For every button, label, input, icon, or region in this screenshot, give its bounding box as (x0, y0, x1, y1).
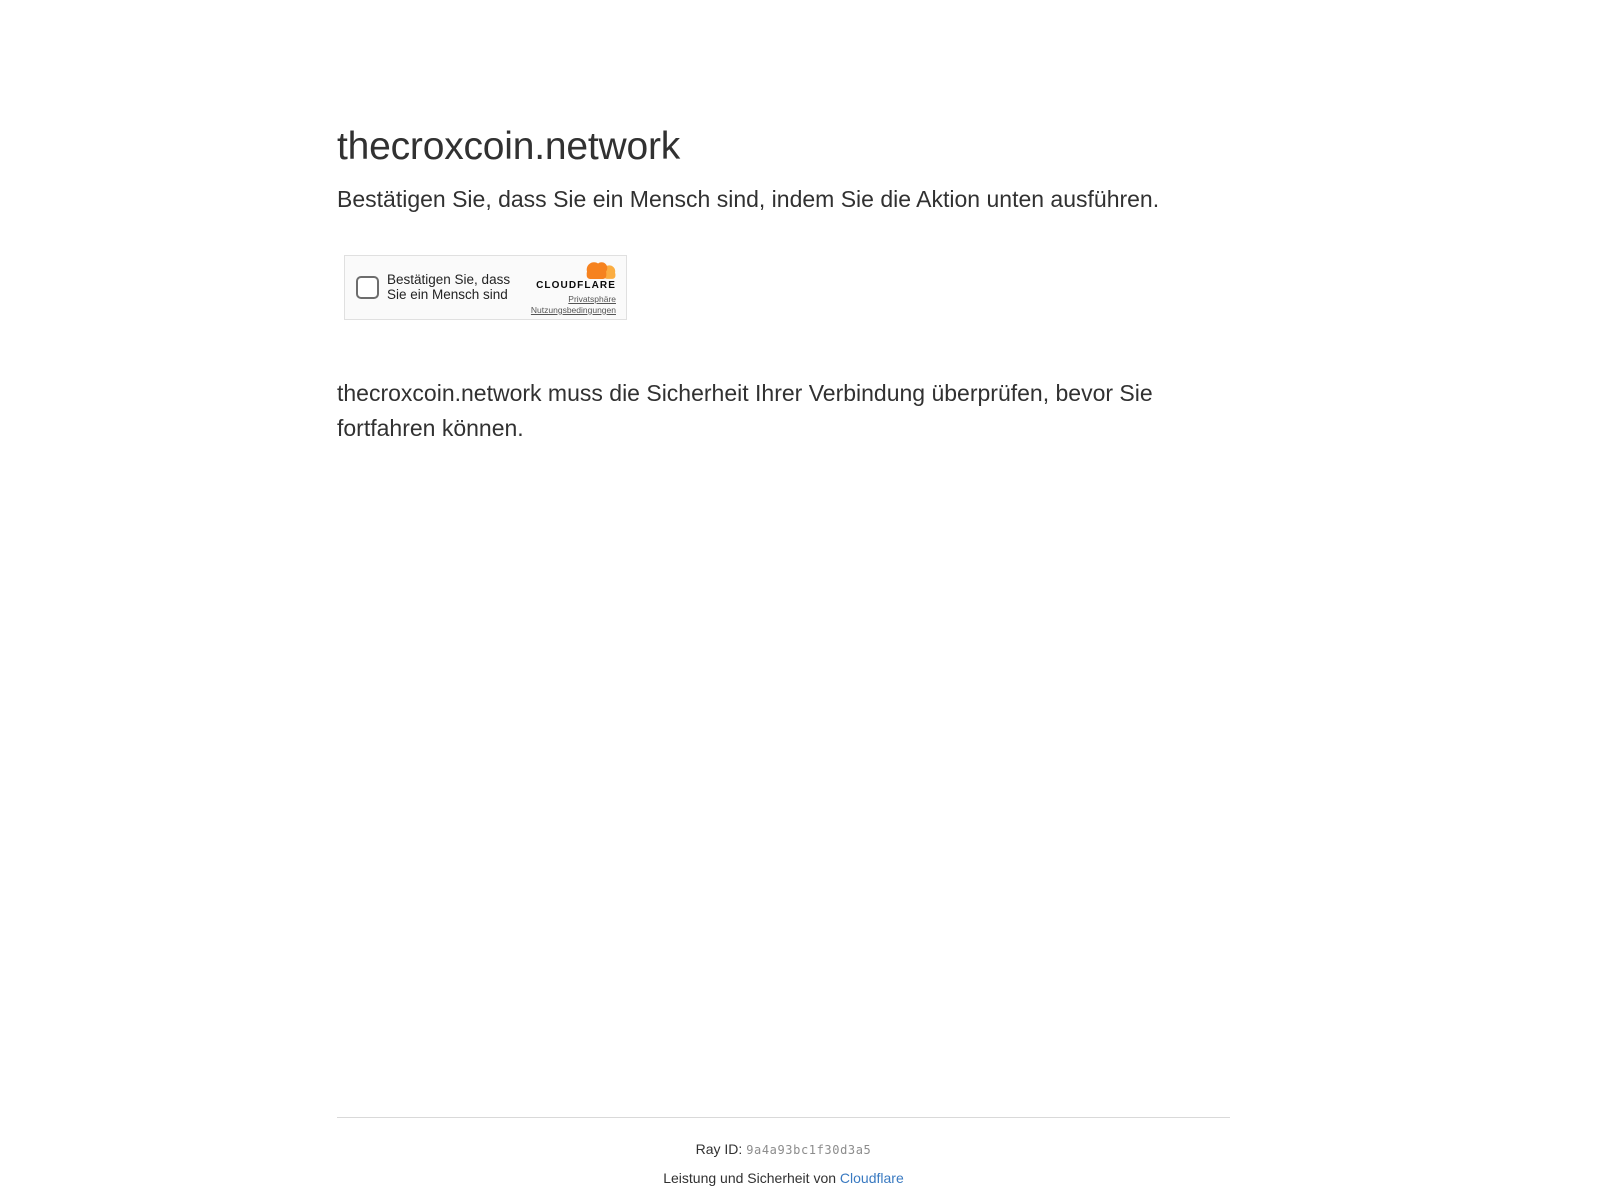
verification-message: thecroxcoin.network muss die Sicherheit Ihrer Verbindung überprüfen, bevor Sie fortfahren können. (337, 379, 1153, 441)
turnstile-widget (344, 255, 627, 320)
checkbox-row (356, 272, 513, 302)
performance-text: Leistung und Sicherheit von (663, 1170, 837, 1186)
ray-id-line (337, 1139, 1230, 1160)
cloudflare-link[interactable]: Cloudflare (839, 1170, 904, 1186)
challenge-instruction: Bestätigen Sie, dass Sie ein Mensch sind, indem Sie die Aktion unten ausführen. (337, 185, 1160, 212)
main-content (337, 0, 1230, 446)
page-title: thecroxcoin.network (337, 125, 681, 168)
checkbox-label: Bestätigen Sie, dass Sie ein Mensch sind (387, 272, 511, 303)
performance-line (337, 1168, 1230, 1188)
human-verification-checkbox[interactable] (356, 276, 379, 299)
ray-id-value: 9a4a93bc1f30d3a5 (746, 1143, 872, 1157)
cloudflare-cloud-icon (582, 259, 616, 279)
cloudflare-wordmark: CLOUDFLARE (536, 279, 616, 291)
privacy-link[interactable]: Privatsphäre (568, 293, 616, 304)
ray-id-label: Ray ID: (695, 1141, 743, 1157)
cloudflare-brand-block (531, 259, 616, 316)
footer-divider (337, 1117, 1230, 1118)
footer (337, 1117, 1230, 1188)
terms-link[interactable]: Nutzungsbedingungen (530, 304, 616, 315)
